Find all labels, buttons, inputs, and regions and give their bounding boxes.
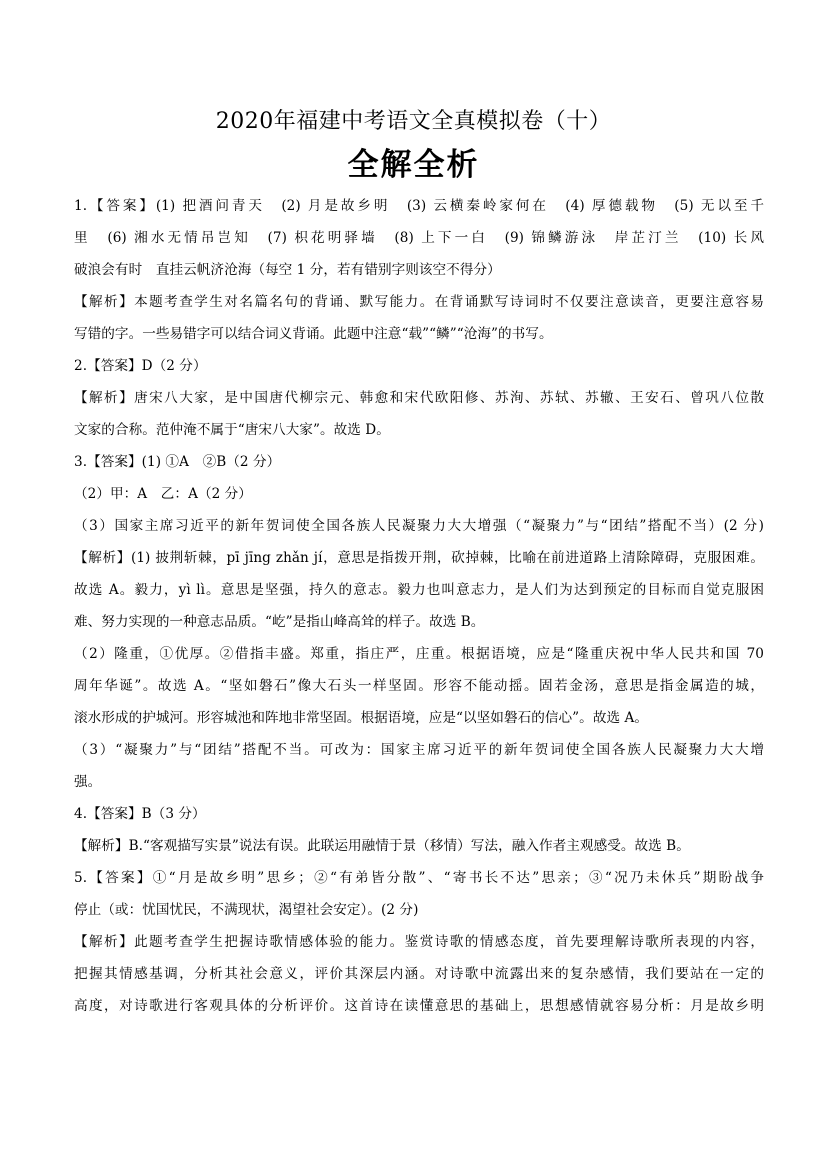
text-line: 【解析】唐宋八大家，是中国唐代柳宗元、韩愈和宋代欧阳修、苏洵、苏轼、苏辙、王安石、曾巩八位散: [74, 390, 764, 406]
text-line: 写错的字。一些易错字可以结合词义背诵。此题中注意“载”“鳞”“沧海”的书写。: [74, 326, 553, 342]
text-line: 高度，对诗歌进行客观具体的分析评价。这首诗在读懂意思的基础上，思想感情就容易分析：月是故乡明: [74, 998, 764, 1014]
text-line: 里 (6) 湘水无情吊岂知 (7) 枳花明驿墙 (8) 上下一白 (9) 锦鳞游泳 岸芷汀兰 (10) 长风: [74, 230, 764, 246]
document-subtitle: 全解全析: [347, 147, 480, 183]
text-line: 破浪会有时 直挂云帆济沧海（每空 1 分，若有错别字则该空不得分）: [74, 262, 501, 278]
text-line: 4.【答案】B（3 分）: [74, 806, 206, 822]
text-line: 【解析】(1) 披荆斩棘，pī jīng zhǎn jí，意思是指拨开荆，砍掉棘，比喻在前进道路上清除障碍，克服困难。: [74, 550, 764, 566]
text-line: 文家的合称。范仲淹不属于“唐宋八大家”。故选 D。: [74, 422, 390, 438]
text-line: 3.【答案】(1) ①A ②B（2 分）: [74, 454, 281, 470]
text-line: 【解析】本题考查学生对名篇名句的背诵、默写能力。在背诵默写诗词时不仅要注意读音，更要注意容易: [74, 294, 764, 310]
text-line: 2.【答案】D（2 分）: [74, 358, 207, 374]
text-line: （3）国家主席习近平的新年贺词使全国各族人民凝聚力大大增强（“凝聚力”与“团结”搭配不当）(2 分): [74, 518, 764, 534]
text-line: 【解析】此题考查学生把握诗歌情感体验的能力。鉴赏诗歌的情感态度，首先要理解诗歌所表现的内容，: [74, 934, 764, 950]
text-line: （3）“凝聚力”与“团结”搭配不当。可改为：国家主席习近平的新年贺词使全国各族人民凝聚力大大增: [74, 742, 764, 758]
text-line: 滚水形成的护城河。形容城池和阵地非常坚固。根据语境，应是“以坚如磐石的信心”。故选 A。: [74, 710, 648, 726]
text-line: 周年华诞”。故选 A。“坚如磐石”像大石头一样坚固。形容不能动摇。固若金汤，意思是指金属造的城，: [74, 678, 764, 694]
answer-body: [74, 190, 764, 1022]
text-line: 强。: [74, 774, 102, 790]
text-line: 故选 A。毅力，yì lì。意思是坚强，持久的意志。毅力也叫意志力，是人们为达到预定的目标而自觉克服困: [74, 582, 764, 598]
text-line: 5.【答案】①“月是故乡明”思乡；②“有弟皆分散”、“寄书长不达”思亲；③“况乃未休兵”期盼战争: [74, 870, 764, 886]
text-line: （2）隆重，①优厚。②借指丰盛。郑重，指庄严，庄重。根据语境，应是“隆重庆祝中华人民共和国 70: [74, 646, 764, 662]
text-line: （2）甲：A 乙：A（2 分）: [74, 486, 252, 502]
document-title: 2020年福建中考语文全真模拟卷（十）: [215, 109, 612, 134]
text-line: 【解析】B.“客观描写实景”说法有误。此联运用融情于景（移情）写法，融入作者主观感受。故选 B。: [74, 838, 690, 854]
text-line: 停止（或：忧国忧民，不满现状，渴望社会安定）。(2 分): [74, 902, 419, 918]
text-line: 难、努力实现的一种意志品质。“屹”是指山峰高耸的样子。故选 B。: [74, 614, 485, 630]
text-line: 1.【答案】(1) 把酒问青天 (2) 月是故乡明 (3) 云横秦岭家何在 (4) 厚德载物 (5) 无以至千: [74, 198, 764, 214]
text-line: 把握其情感基调，分析其社会意义，评价其深层内涵。对诗歌中流露出来的复杂感情，我们要站在一定的: [74, 966, 764, 982]
